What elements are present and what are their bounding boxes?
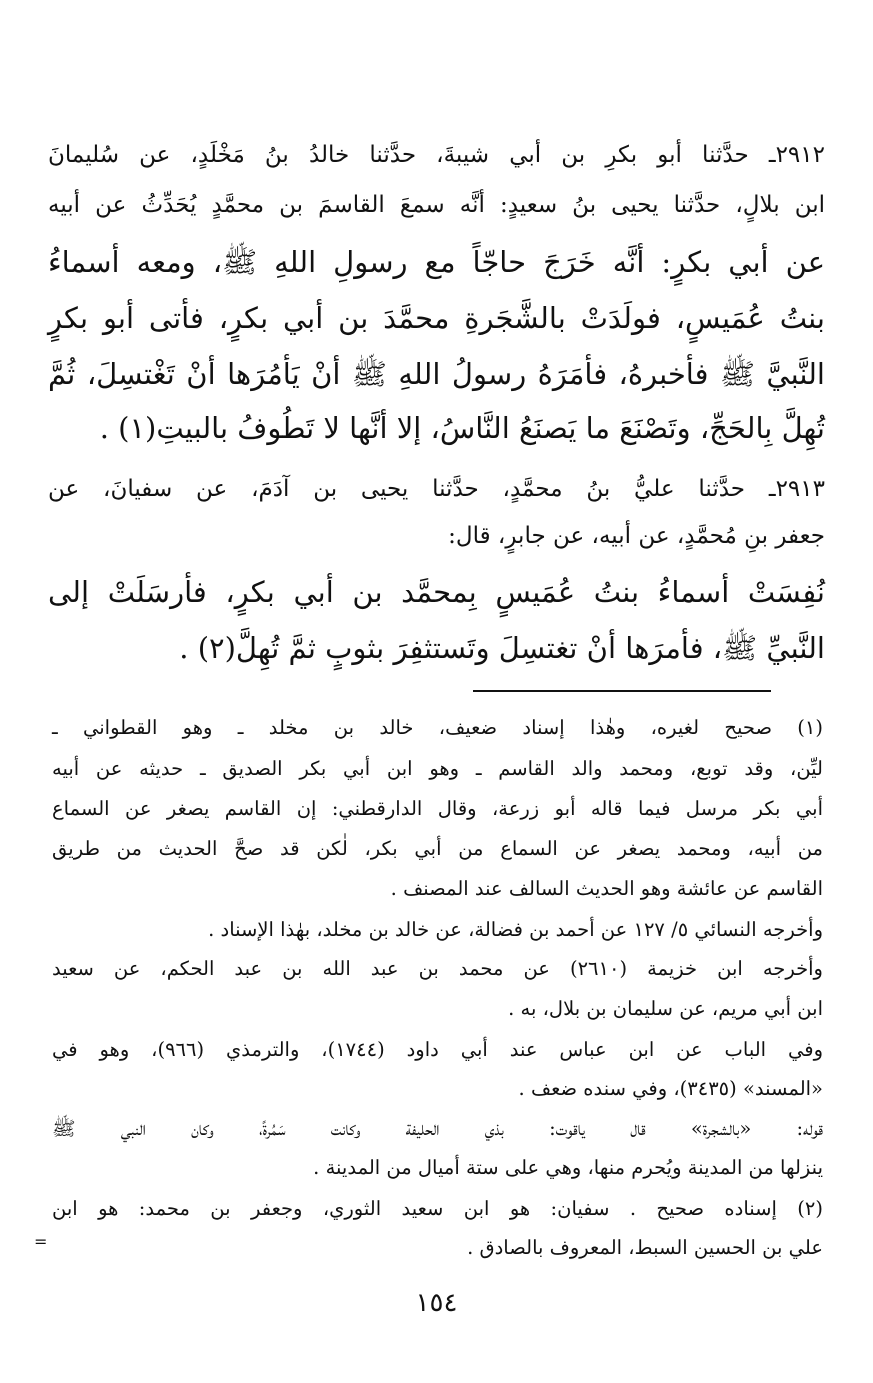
footnote-line: ليِّن، وقد توبع، ومحمد والد القاسم ـ وهو ابن أبي بكر الصديق ـ حديثه عن أبيه [52,757,823,780]
footnote-line: وأخرجه النسائي ٥/ ١٢٧ عن أحمد بن فضالة، عن خالد بن مخلد، بهٰذا الإسناد . [208,918,823,941]
hadith-2913-chain-line-1: ٢٩١٣ـ حدَّثنا عليُّ بنُ محمَّدٍ، حدَّثنا يحيى بن آدَمَ، عن سفيانَ، عن [48,476,825,502]
footnote-line: القاسم عن عائشة وهو الحديث السالف عند المصنف . [390,877,823,900]
footnote-line: وأخرجه ابن خزيمة (٢٦١٠) عن محمد بن عبد الله بن عبد الحكم، عن سعيد [52,957,823,980]
footnote-line: «المسند» (٣٤٣٥)، وفي سنده ضعف . [518,1077,823,1100]
footnote-line: ينزلها من المدينة ويُحرم منها، وهي على ستة أميال من المدينة . [313,1156,823,1179]
hadith-2912-chain-line-1: ٢٩١٢ـ حدَّثنا أبو بكرِ بن أبي شيبةَ، حدَّثنا خالدُ بنُ مَخْلَدٍ، عن سُليمانَ [48,142,825,168]
hadith-2912-matn-line-3: النَّبيَّ ﷺ فأخبرهُ، فأمَرَهُ رسولُ اللهِ ﷺ أنْ يَأمُرَها أنْ تَغْتسِلَ، ثُمَّ [48,357,825,391]
footnote-line: من أبيه، ومحمد يصغر عن السماع من أبي بكر، لٰكن قد صحَّ الحديث من طريق [52,837,823,860]
footnote-line: وفي الباب عن ابن عباس عند أبي داود (١٧٤٤)، والترمذي (٩٦٦)، وهو في [52,1038,824,1061]
continuation-mark: = [34,1232,48,1251]
footnote-line: قوله: «بالشجرة» قال ياقوت: بذي الحليفة وكانت سَمُرةً، وكان النبي ﷺ [52,1117,823,1140]
footnote-line: (١) صحيح لغيره، وهٰذا إسناد ضعيف، خالد بن مخلد ـ وهو القطواني ـ [52,716,823,739]
footnote-line: علي بن الحسين السبط، المعروف بالصادق . [467,1236,823,1259]
footnote-line: أبي بكر مرسل فيما قاله أبو زرعة، وقال الدارقطني: إن القاسم يصغر عن السماع [52,797,823,820]
hadith-2913-chain-line-2: جعفر بنِ مُحمَّدٍ، عن أبيه، عن جابرٍ، قال: [448,523,825,549]
hadith-2912-chain-line-2: ابن بلالٍ، حدَّثنا يحيى بنُ سعيدٍ: أنَّه سمعَ القاسمَ بن محمَّدٍ يُحَدِّثُ عن أبيه [48,192,825,218]
footnote-line: (٢) إسناده صحيح . سفيان: هو ابن سعيد الثوري، وجعفر بن محمد: هو ابن [52,1197,823,1220]
page-number: ١٥٤ [415,1288,458,1318]
footnote-separator [473,690,771,692]
hadith-2912-matn-line-2: بنتُ عُمَيسٍ، فولَدَتْ بالشَّجَرةِ محمَّدَ بن أبي بكرٍ، فأتى أبو بكرٍ [48,301,825,335]
hadith-2912-matn-line-1: عن أبي بكرٍ: أنَّه خَرَجَ حاجّاً مع رسولِ اللهِ ﷺ، ومعه أسماءُ [48,245,825,279]
footnote-line: ابن أبي مريم، عن سليمان بن بلال، به . [508,997,823,1020]
hadith-2913-matn-line-1: نُفِسَتْ أسماءُ بنتُ عُمَيسٍ بِمحمَّد بن أبي بكرٍ، فأرسَلَتْ إلى [48,575,825,609]
hadith-2913-matn-line-2: النَّبيِّ ﷺ، فأمرَها أنْ تغتسِلَ وتَستثفِرَ بثوبٍ ثمَّ تُهِلَّ(٢) . [179,631,825,665]
hadith-2912-matn-line-4: تُهِلَّ بِالحَجِّ، وتَصْنَعَ ما يَصنَعُ النَّاسُ، إلا أنَّها لا تَطُوفُ بالبيتِ(١) . [99,411,825,445]
